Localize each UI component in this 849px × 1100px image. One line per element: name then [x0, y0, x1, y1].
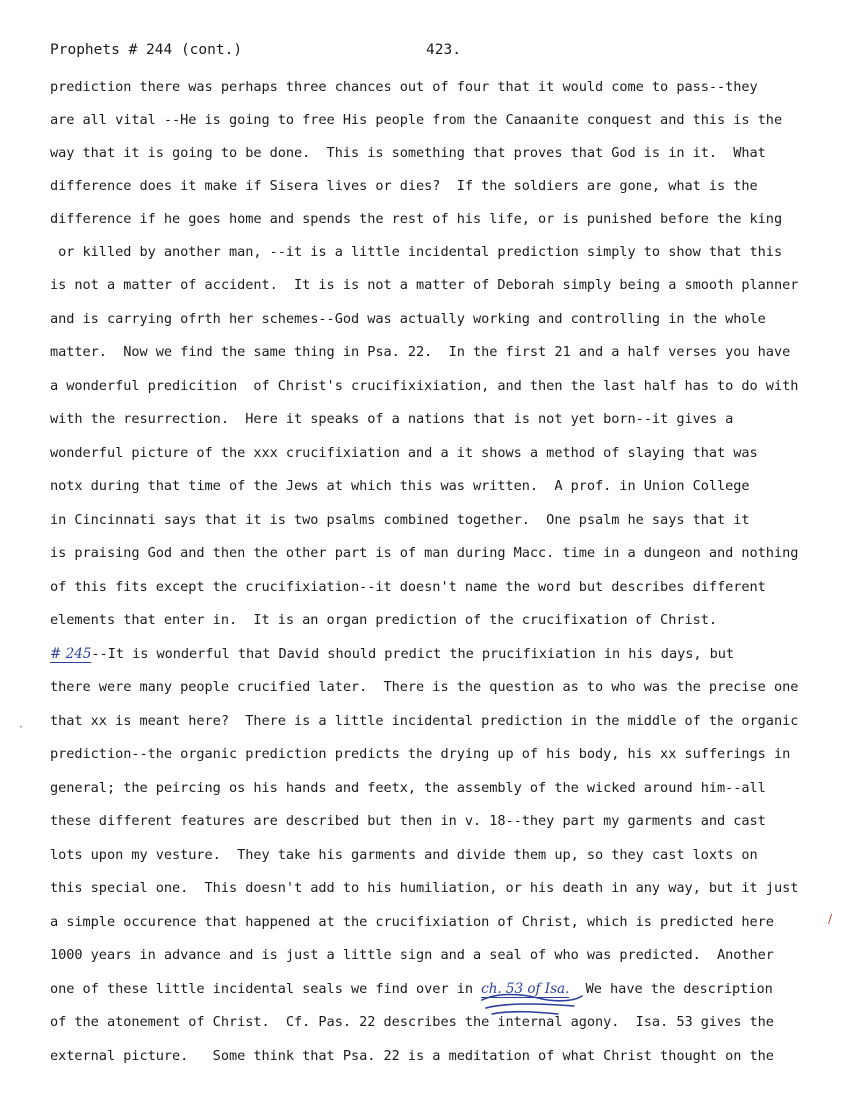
text-line: one of these little incidental seals we find over in [50, 981, 482, 997]
reference-line [50, 978, 773, 1000]
text-line: with the resurrection. Here it speaks of a nations that is not yet born--it gives a [50, 411, 734, 427]
text-line: of the atonement of Christ. Cf. Pas. 22 describes the internal agony. Isa. 53 gives the [50, 1014, 774, 1030]
text-line: notx during that time of the Jews at which this was written. A prof. in Union College [50, 478, 750, 494]
text-line: wonderful picture of the xxx crucifixiation and a it shows a method of slaying that was [50, 445, 758, 461]
text-line: difference if he goes home and spends the rest of his life, or is punished before the king [50, 211, 783, 227]
text-line: --It is wonderful that David should predict the prucifixiation in his days, but [91, 646, 735, 662]
text-line: general; the peircing os his hands and feetx, the assembly of the wicked around him--all [50, 780, 766, 796]
text-line: elements that enter in. It is an organ prediction of the crucifixation of Christ. [50, 612, 717, 628]
page-number: 423. [426, 42, 461, 58]
text-line: and is carrying ofrth her schemes--God was actually working and controlling in the whole [50, 311, 766, 327]
text-line: difference does it make if Sisera lives or dies? If the soldiers are gone, what is the [50, 178, 758, 194]
pen-underline-mark [478, 990, 588, 1020]
page-header [50, 42, 810, 64]
text-line: in Cincinnati says that it is two psalms combined together. One psalm he says that it [50, 512, 750, 528]
text-line: a wonderful predicition of Christ's crucifixixiation, and then the last half has to do with [50, 378, 799, 394]
section-label: # 245 [50, 646, 92, 662]
text-line-tail: We have the description [569, 981, 773, 997]
handwritten-reference: ch. 53 of Isa. [481, 981, 570, 997]
text-line: prediction there was perhaps three chances out of four that it would come to pass--they [50, 79, 758, 95]
text-line: there were many people crucified later. There is the question as to who was the precise one [50, 679, 799, 695]
text-line: external picture. Some think that Psa. 22 is a meditation of what Christ thought on the [50, 1048, 774, 1064]
text-line: way that it is going to be done. This is something that proves that God is in it. What [50, 145, 766, 161]
header-title: Prophets # 244 (cont.) [50, 42, 243, 58]
text-line: are all vital --He is going to free His people from the Canaanite conquest and this is the [50, 112, 783, 128]
margin-tick-mark: / [828, 912, 833, 926]
text-line: is not a matter of accident. It is is not a matter of Deborah simply being a smooth planner [50, 277, 799, 293]
text-line: this special one. This doesn't add to his humiliation, or his death in any way, but it just [50, 880, 799, 896]
text-line: these different features are described but then in v. 18--they part my garments and cast [50, 813, 766, 829]
text-line: or killed by another man, --it is a little incidental prediction simply to show that this [50, 244, 783, 260]
text-line: a simple occurence that happened at the crucifixiation of Christ, which is predicted here [50, 914, 774, 930]
text-line: prediction--the organic prediction predicts the drying up of his body, his xx sufferings in [50, 746, 791, 762]
text-line: of this fits except the crucifixiation--it doesn't name the word but describes different [50, 579, 766, 595]
text-line: lots upon my vesture. They take his garments and divide them up, so they cast loxts on [50, 847, 758, 863]
text-line: 1000 years in advance and is just a little sign and a seal of who was predicted. Another [50, 947, 774, 963]
text-line: that xx is meant here? There is a little incidental prediction in the middle of the organic [50, 713, 799, 729]
text-line: matter. Now we find the same thing in Psa. 22. In the first 21 and a half verses you have [50, 344, 791, 360]
section-line [50, 643, 734, 665]
text-line: is praising God and then the other part is of man during Macc. time in a dungeon and nothing [50, 545, 799, 561]
margin-dot: · [18, 722, 25, 733]
